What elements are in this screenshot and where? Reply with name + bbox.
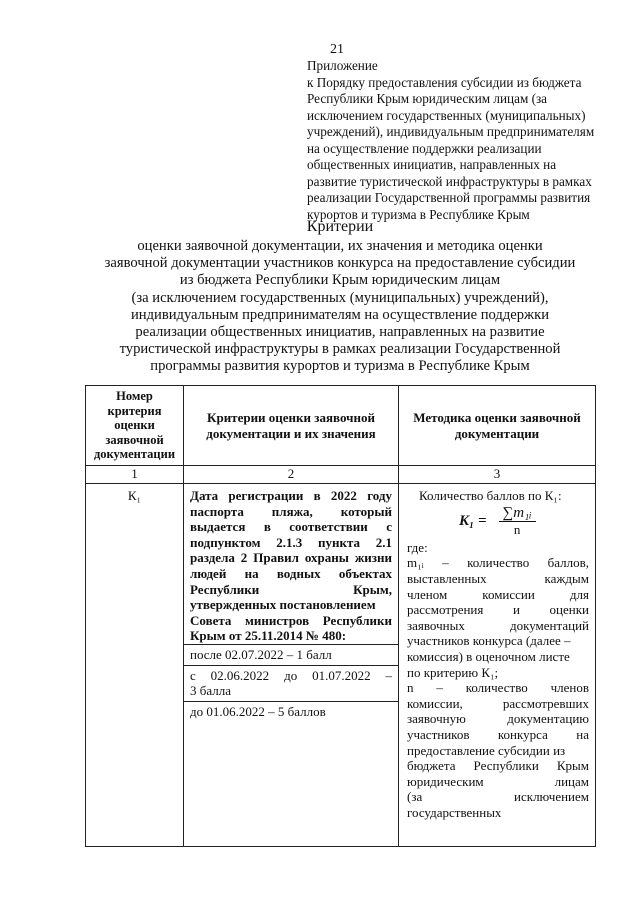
header-line: документации xyxy=(454,425,540,441)
subtitle-line: туристической инфраструктуры в рамках реализации Государственной xyxy=(119,341,561,358)
subtitle-line: реализации общественных инициатив, направленных на развитие xyxy=(135,324,545,341)
criterion-line: людей на водных объектах xyxy=(190,565,392,581)
criterion-value xyxy=(184,644,399,665)
criterion-line: подпунктом 2.1.3 пункта 2.1 xyxy=(190,534,392,550)
appendix-line: общественных инициатив, направленных на xyxy=(307,157,557,172)
score-formula xyxy=(459,506,589,538)
formula-denominator: n xyxy=(513,522,521,538)
method-line: комиссия) в оценочном листе xyxy=(407,648,570,664)
method-line: заявочных документаций xyxy=(407,617,589,633)
header-line: критерия xyxy=(107,403,162,418)
appendix-line: реализации Государственной программы развития xyxy=(307,190,591,205)
appendix-line: к Порядку предоставления субсидии из бюджета xyxy=(307,74,582,90)
method-line: комиссии, рассмотревших xyxy=(407,695,589,711)
criterion-line: выдается в соответствии с xyxy=(190,519,392,535)
criterion-line: паспорта пляжа, который xyxy=(190,503,392,519)
criterion-value xyxy=(184,665,399,701)
method-line: государственных xyxy=(407,804,502,820)
appendix-line: Приложение xyxy=(307,58,378,73)
header-line: Методика оценки заявочной xyxy=(413,409,581,425)
appendix-line: Республики Крым юридическим лицам (за xyxy=(307,91,548,106)
column-number: 2 xyxy=(184,466,399,484)
method-line: юридическим лицам xyxy=(407,773,589,789)
subtitle-line: (за исключением государственных (муниципальных) учреждений), xyxy=(131,289,549,306)
criterion-line: Крым от 25.11.2014 № 480: xyxy=(190,628,347,644)
criterion-line: утвержденных постановлением xyxy=(190,597,376,613)
formula-numerator: ∑m₁ᵢ xyxy=(499,506,536,523)
column-number: 3 xyxy=(399,466,596,484)
criterion-line: раздела 2 Правил охраны жизни xyxy=(190,550,392,566)
method-line: участников конкурса на xyxy=(407,726,589,742)
appendix-line: развитие туристической инфраструктуры в рамках xyxy=(307,173,592,189)
method-line: рассмотрения и оценки xyxy=(407,602,589,618)
header-line: документации и их значения xyxy=(206,425,376,441)
appendix-line: учреждений), индивидуальным предпринимателям xyxy=(307,124,595,139)
criteria-table xyxy=(85,385,596,847)
criterion-description xyxy=(184,484,399,645)
value-line: до 01.06.2022 – 5 баллов xyxy=(190,703,326,719)
criterion-line: Совета министров Республики xyxy=(190,612,392,628)
subtitle-line: программы развития курортов и туризма в Республике Крым xyxy=(150,358,530,375)
header-method xyxy=(399,386,596,466)
method-description xyxy=(399,484,596,847)
method-line: выставленных каждым xyxy=(407,570,589,586)
criterion-id: К₁ xyxy=(86,484,184,847)
column-number: 1 xyxy=(86,466,184,484)
method-line: предоставление субсидии из xyxy=(407,742,566,758)
header-line: Критерии оценки заявочной xyxy=(207,409,375,425)
method-line: по критерию К₁; xyxy=(407,664,499,680)
document-subtitle xyxy=(70,238,610,376)
appendix-line: курортов и туризма в Республике Крым xyxy=(307,206,530,222)
criterion-value xyxy=(184,701,399,846)
page-number: 21 xyxy=(330,42,344,57)
method-line: участников конкурса (далее – xyxy=(407,633,571,649)
header-line: оценки xyxy=(114,418,155,433)
appendix-line: исключением государственных (муниципальных) xyxy=(307,107,586,123)
appendix-header xyxy=(307,58,607,223)
value-line: с 02.06.2022 до 01.07.2022 – xyxy=(190,667,392,683)
appendix-line: на осуществление поддержки реализации xyxy=(307,140,542,156)
header-criteria xyxy=(184,386,399,466)
formula-lhs: K₁ = xyxy=(459,512,487,529)
criterion-line: Дата регистрации в 2022 году xyxy=(190,488,392,503)
header-line: Номер xyxy=(116,389,153,404)
document-title: Критерии xyxy=(306,218,374,235)
method-intro: Количество баллов по К₁: xyxy=(419,488,562,503)
formula-fraction xyxy=(499,506,536,538)
method-line: членом комиссии для xyxy=(407,586,589,602)
column-number-row xyxy=(86,466,596,484)
method-line: n – количество членов xyxy=(407,680,589,696)
criterion-line: Республики Крым, xyxy=(190,581,392,597)
subtitle-line: заявочной документации участников конкурса на предоставление субсидии xyxy=(104,255,576,272)
method-line: m₁ᵢ – количество баллов, xyxy=(407,555,589,571)
value-line: 3 балла xyxy=(190,683,231,699)
method-line: бюджета Республики Крым xyxy=(407,758,589,774)
method-line: заявочную документацию xyxy=(407,711,589,727)
method-line: (за исключением xyxy=(407,789,589,805)
subtitle-line: индивидуальным предпринимателям на осуществление поддержки xyxy=(130,306,550,323)
table-row xyxy=(86,484,596,645)
subtitle-line: из бюджета Республики Крым юридическим лицам xyxy=(179,272,501,289)
header-line: документации xyxy=(93,447,176,462)
header-criterion-number xyxy=(86,386,184,466)
subtitle-line: оценки заявочной документации, их значения и методика оценки xyxy=(137,238,543,254)
method-where: где: xyxy=(407,539,428,555)
value-line: после 02.07.2022 – 1 балл xyxy=(190,646,332,662)
table-header-row xyxy=(86,386,596,466)
header-line: заявочной xyxy=(105,432,164,447)
